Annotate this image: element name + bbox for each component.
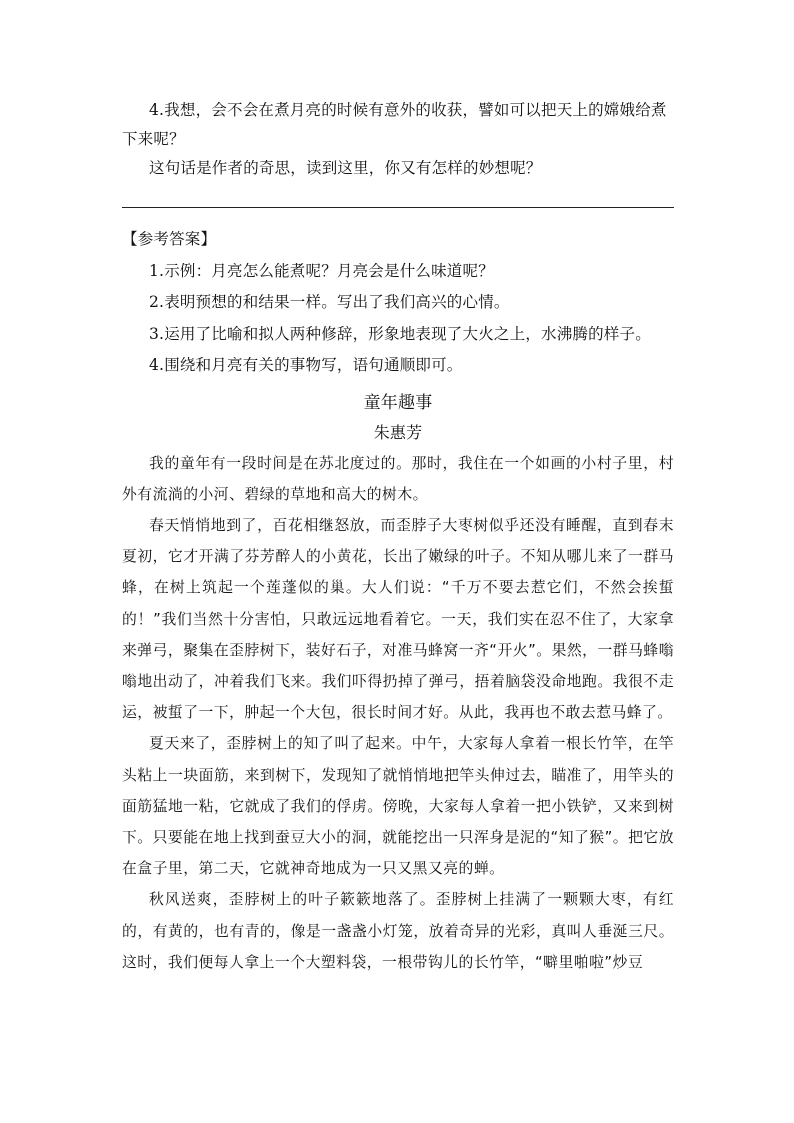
answer-item-2: 2.表明预想的和结果一样。写出了我们高兴的心情。: [149, 293, 510, 311]
answer-heading: 【参考答案】: [122, 230, 217, 248]
answer-item-4: 4.围绕和月亮有关的事物写，语句通顺即可。: [149, 356, 463, 374]
answer-line: [122, 207, 674, 208]
story-paragraph: 春天悄悄地到了，百花相继怒放，而歪脖子大枣树似乎还没有睡醒，直到春末夏初，它才开满了芬芳醉人的小黄花，长出了嫩绿的叶子。不知从哪儿来了一群马蜂，在树上筑起一个莲蓬似的巢。大人们说：“千万不要去惹它们，不然会挨蜇的！”我们当然十分害怕，只敢远远地看着它。一天，我们实在忍不住了，大家拿来弹弓，聚集在歪脖树下，装好石子，对准马蜂窝一齐“开火”。果然，一群马蜂嗡嗡地出动了，冲着我们飞来。我们吓得扔掉了弹弓，捂着脑袋没命地跑。我很不走运，被蜇了一下，肿起一个大包，很长时间才好。从此，我再也不敢去惹马蜂了。: [122, 516, 674, 722]
story-paragraph: 秋风送爽，歪脖树上的叶子簌簌地落了。歪脖树上挂满了一颗颗大枣，有红的，有黄的，也有青的，像是一盏盏小灯笼，放着奇异的光彩，真叫人垂涎三尺。这时，我们便每人拿上一个大塑料袋，一根带钩儿的长竹竿，“噼里啪啦”炒豆: [122, 891, 674, 971]
question-4-prompt: 这句话是作者的奇思，读到这里，你又有怎样的妙想呢？: [149, 159, 542, 177]
question-4-text: 4.我想，会不会在煮月亮的时候有意外的收获，譬如可以把天上的嫦娥给煮下来呢？: [122, 101, 667, 148]
story-body: [122, 448, 674, 978]
document-page: [122, 96, 674, 978]
answer-item-3: 3.运用了比喻和拟人两种修辞，形象地表现了大火之上，水沸腾的样子。: [149, 324, 651, 343]
story-paragraph: 夏天来了，歪脖树上的知了叫了起来。中午，大家每人拿着一根长竹竿，在竿头粘上一块面筋，来到树下，发现知了就悄悄地把竿头伸过去，瞄准了，用竿头的面筋猛地一粘，它就成了我们的俘虏。傍晚，大家每人拿着一把小铁铲，又来到树下。只要能在地上找到蚕豆大小的洞，就能挖出一只浑身是泥的“知了猴”。把它放在盒子里，第二天，它就神奇地成为一只又黑又亮的蝉。: [122, 735, 674, 878]
story-author: 朱惠芳: [373, 422, 423, 442]
story-title: 童年趣事: [363, 392, 433, 413]
story-paragraph: 我的童年有一段时间是在苏北度过的。那时，我住在一个如画的小村子里，村外有流淌的小河、碧绿的草地和高大的树木。: [122, 454, 674, 503]
answer-item-1: 1.示例：月亮怎么能煮呢？月亮会是什么味道呢？: [149, 261, 494, 280]
answer-key: [122, 224, 674, 382]
